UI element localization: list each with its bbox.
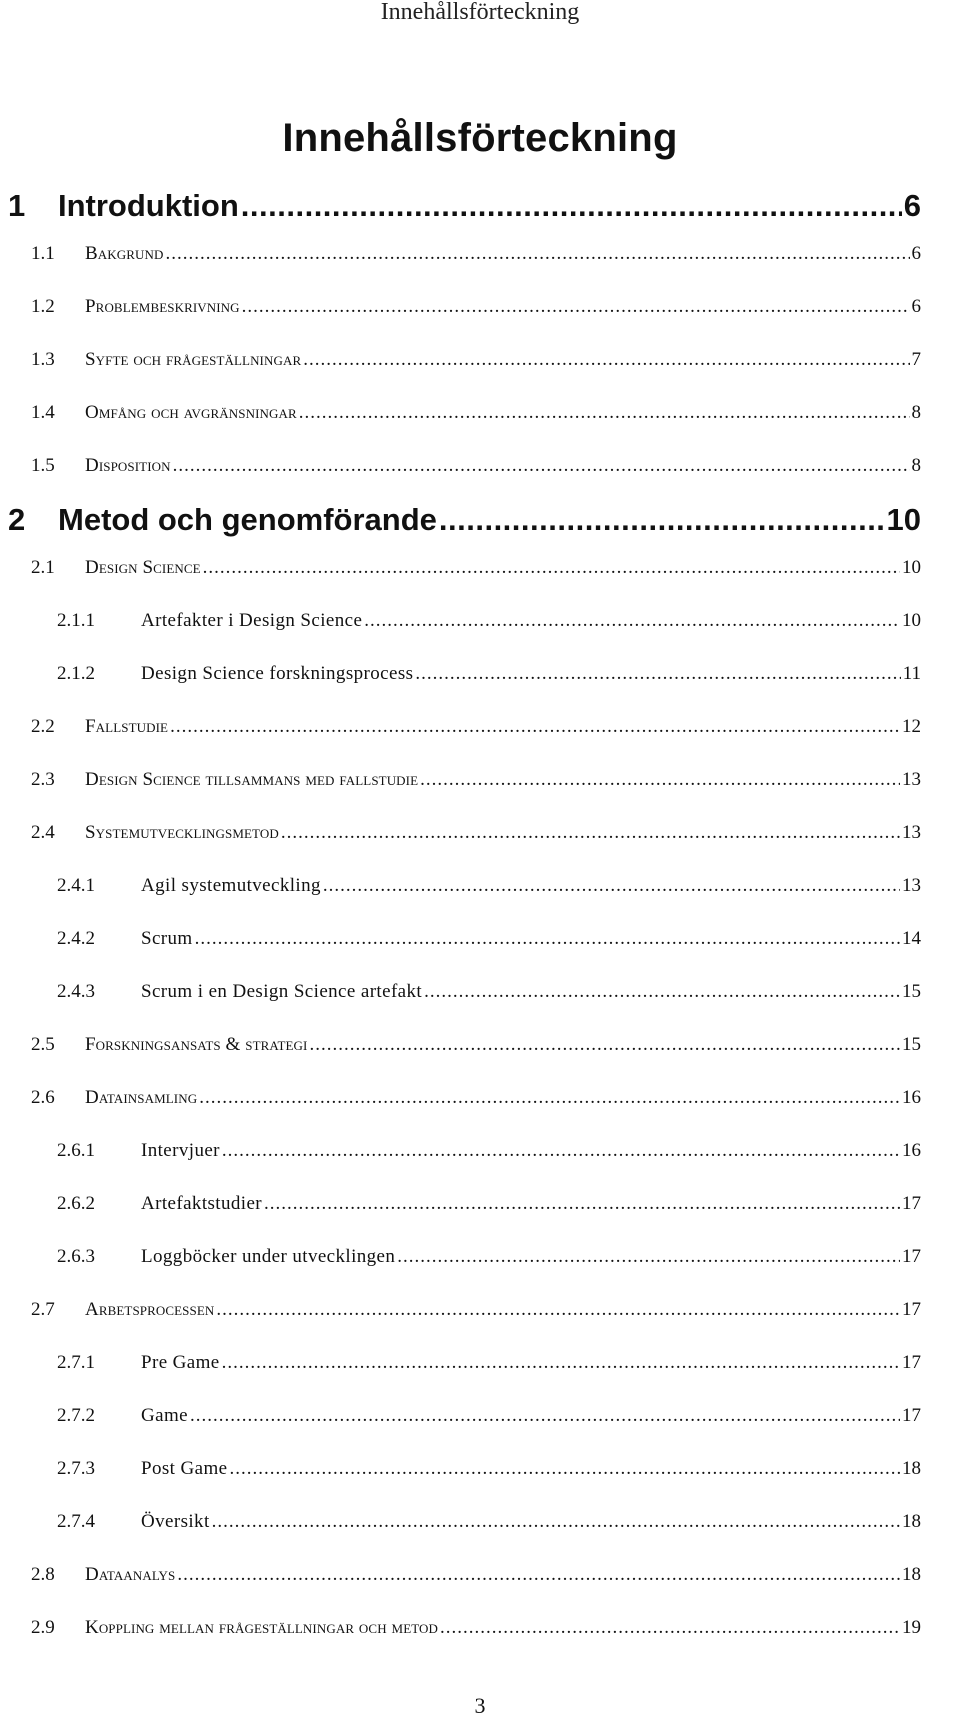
toc-entry-number: 2.2 [31, 716, 55, 737]
toc-entry-title: Scrum [141, 928, 193, 949]
toc-entry-number: 2.6.2 [57, 1193, 95, 1214]
toc-entry-2-4[interactable] [31, 821, 921, 845]
toc-entry-number: 2.6.1 [57, 1140, 95, 1161]
toc-entry-number: 2.7.3 [57, 1458, 95, 1479]
toc-leader [303, 348, 909, 372]
toc-entry-number: 2.4 [31, 822, 55, 843]
toc-entry-2-4-3[interactable] [57, 980, 921, 1004]
toc-entry-title: Loggböcker under utvecklingen [141, 1246, 396, 1267]
toc-entry-page: 16 [902, 1140, 921, 1161]
toc-entry-title: Design Science [85, 557, 201, 578]
toc-entry-number: 2.7.2 [57, 1405, 95, 1426]
toc-entry-title: Introduktion [58, 188, 239, 223]
toc-leader [190, 1404, 900, 1428]
toc-entry-2-5[interactable] [31, 1033, 921, 1057]
toc-entry-number: 2 [8, 502, 26, 537]
toc-leader [229, 1457, 900, 1481]
page-number: 3 [474, 1693, 486, 1718]
toc-leader [241, 188, 902, 224]
toc-entry-2-7[interactable] [31, 1298, 921, 1322]
toc-entry-2-7-1[interactable] [57, 1351, 921, 1375]
toc-entry-title: Omfång och avgränsningar [85, 402, 297, 423]
toc-entry-title: Artefakter i Design Science [141, 610, 363, 631]
toc-entry-page: 17 [902, 1193, 921, 1214]
toc-leader [242, 295, 910, 319]
toc-title: Innehållsförteckning [282, 116, 678, 160]
toc-entry-number: 2.8 [31, 1564, 55, 1585]
toc-entry-title: Pre Game [141, 1352, 220, 1373]
toc-leader [420, 768, 900, 792]
toc-entry-title: Disposition [85, 455, 171, 476]
toc-entry-title: Intervjuer [141, 1140, 220, 1161]
toc-leader [424, 980, 900, 1004]
toc-entry-number: 1 [8, 188, 26, 223]
toc-entry-number: 2.4.1 [57, 875, 95, 896]
toc-entry-page: 17 [902, 1299, 921, 1320]
toc-entry-page: 13 [902, 875, 921, 896]
toc-entry-title: Design Science tillsammans med fallstudie [85, 769, 419, 790]
toc-entry-2-6-2[interactable] [57, 1192, 921, 1216]
toc-entry-title: Arbetsprocessen [85, 1299, 215, 1320]
toc-entry-title: Fallstudie [85, 716, 169, 737]
toc-entry-title: Scrum i en Design Science artefakt [141, 981, 423, 1002]
toc-entry-1-1[interactable] [31, 242, 921, 266]
toc-entry-title: Post Game [141, 1458, 228, 1479]
toc-leader [199, 1086, 900, 1110]
toc-entry-2-8[interactable] [31, 1563, 921, 1587]
toc-leader [222, 1139, 900, 1163]
toc-entry-2-6-3[interactable] [57, 1245, 921, 1269]
toc-entry-title: Problembeskrivning [85, 296, 240, 317]
toc-leader [364, 609, 900, 633]
toc-leader [203, 556, 900, 580]
toc-entry-number: 2.7.1 [57, 1352, 95, 1373]
toc-entry-page: 17 [902, 1352, 921, 1373]
toc-entry-number: 2.3 [31, 769, 55, 790]
toc-leader [439, 502, 885, 538]
toc-entry-title: Forskningsansats & strategi [85, 1034, 308, 1055]
toc-entry-1[interactable] [8, 188, 921, 224]
toc-entry-page: 7 [911, 349, 921, 370]
toc-entry-page: 10 [902, 610, 921, 631]
toc-leader [323, 874, 900, 898]
toc-entry-1-2[interactable] [31, 295, 921, 319]
toc-entry-2-1[interactable] [31, 556, 921, 580]
toc-leader [299, 401, 910, 425]
toc-entry-2-7-2[interactable] [57, 1404, 921, 1428]
toc-entry-number: 1.5 [31, 455, 55, 476]
toc-leader [170, 715, 900, 739]
toc-entry-page: 13 [902, 822, 921, 843]
toc-entry-number: 2.4.2 [57, 928, 95, 949]
toc-entry-2-3[interactable] [31, 768, 921, 792]
toc-entry-number: 2.5 [31, 1034, 55, 1055]
toc-entry-page: 6 [903, 188, 921, 223]
toc-entry-2-1-2[interactable] [57, 662, 921, 686]
toc-leader [212, 1510, 900, 1534]
toc-leader [415, 662, 900, 686]
toc-entry-2-1-1[interactable] [57, 609, 921, 633]
toc-entry-number: 1.4 [31, 402, 55, 423]
toc-entry-page: 13 [902, 769, 921, 790]
toc-entry-page: 19 [902, 1617, 921, 1638]
toc-entry-number: 2.7 [31, 1299, 55, 1320]
toc-entry-number: 1.3 [31, 349, 55, 370]
toc-entry-page: 8 [911, 402, 921, 423]
toc-entry-title: Bakgrund [85, 243, 164, 264]
toc-entry-2[interactable] [8, 502, 921, 538]
toc-entry-page: 6 [911, 296, 921, 317]
toc-leader [173, 454, 910, 478]
toc-entry-page: 18 [902, 1564, 921, 1585]
toc-entry-page: 6 [911, 243, 921, 264]
toc-entry-title: Game [141, 1405, 188, 1426]
toc-entry-page: 8 [911, 455, 921, 476]
toc-entry-number: 2.4.3 [57, 981, 95, 1002]
toc-entry-page: 10 [902, 557, 921, 578]
toc-entry-2-2[interactable] [31, 715, 921, 739]
toc-entry-title: Koppling mellan frågeställningar och metod [85, 1617, 439, 1638]
toc-entry-page: 15 [902, 981, 921, 1002]
toc-entry-title: Syfte och frågeställningar [85, 349, 302, 370]
toc-leader [281, 821, 900, 845]
toc-entry-2-7-3[interactable] [57, 1457, 921, 1481]
toc-entry-page: 18 [902, 1458, 921, 1479]
toc-leader [195, 927, 900, 951]
running-header: Innehållsförteckning [380, 0, 580, 25]
toc-entry-2-4-2[interactable] [57, 927, 921, 951]
toc-leader [177, 1563, 900, 1587]
toc-entry-title: Metod och genomförande [58, 502, 437, 537]
toc-entry-page: 18 [902, 1511, 921, 1532]
toc-entry-title: Design Science forskningsprocess [141, 663, 414, 684]
toc-entry-number: 2.1 [31, 557, 55, 578]
toc-entry-number: 1.1 [31, 243, 55, 264]
toc-leader [216, 1298, 900, 1322]
toc-entry-number: 2.1.1 [57, 610, 95, 631]
toc-entry-2-4-1[interactable] [57, 874, 921, 898]
toc-entry-page: 14 [902, 928, 921, 949]
toc-entry-2-6-1[interactable] [57, 1139, 921, 1163]
toc-entry-title: Artefaktstudier [141, 1193, 263, 1214]
toc-entry-page: 12 [902, 716, 921, 737]
toc-entry-title: Systemutvecklingsmetod [85, 822, 279, 843]
toc-entry-page: 17 [902, 1246, 921, 1267]
toc-entry-page: 17 [902, 1405, 921, 1426]
toc-leader [440, 1616, 900, 1640]
toc-entry-number: 2.9 [31, 1617, 55, 1638]
toc-leader [222, 1351, 900, 1375]
toc-leader [309, 1033, 900, 1057]
toc-entry-page: 11 [902, 663, 921, 684]
toc-entry-page: 10 [886, 502, 921, 537]
toc-entry-title: Agil systemutveckling [141, 875, 321, 896]
toc-entry-2-7-4[interactable] [57, 1510, 921, 1534]
toc-entry-title: Datainsamling [85, 1087, 198, 1108]
toc-entry-1-3[interactable] [31, 348, 921, 372]
toc-entry-title: Dataanalys [85, 1564, 176, 1585]
toc-entry-title: Översikt [141, 1511, 210, 1532]
toc-leader [264, 1192, 900, 1216]
toc-entry-page: 16 [902, 1087, 921, 1108]
toc-entry-page: 15 [902, 1034, 921, 1055]
toc-entry-1-5[interactable] [31, 454, 921, 478]
toc-entry-number: 2.1.2 [57, 663, 95, 684]
toc-entry-2-6[interactable] [31, 1086, 921, 1110]
toc-entry-number: 1.2 [31, 296, 55, 317]
toc-entry-number: 2.6 [31, 1087, 55, 1108]
toc-entry-number: 2.7.4 [57, 1511, 95, 1532]
toc-leader [397, 1245, 900, 1269]
toc-entry-number: 2.6.3 [57, 1246, 95, 1267]
toc-leader [165, 242, 909, 266]
toc-entry-2-9[interactable] [31, 1616, 921, 1640]
toc-entry-1-4[interactable] [31, 401, 921, 425]
